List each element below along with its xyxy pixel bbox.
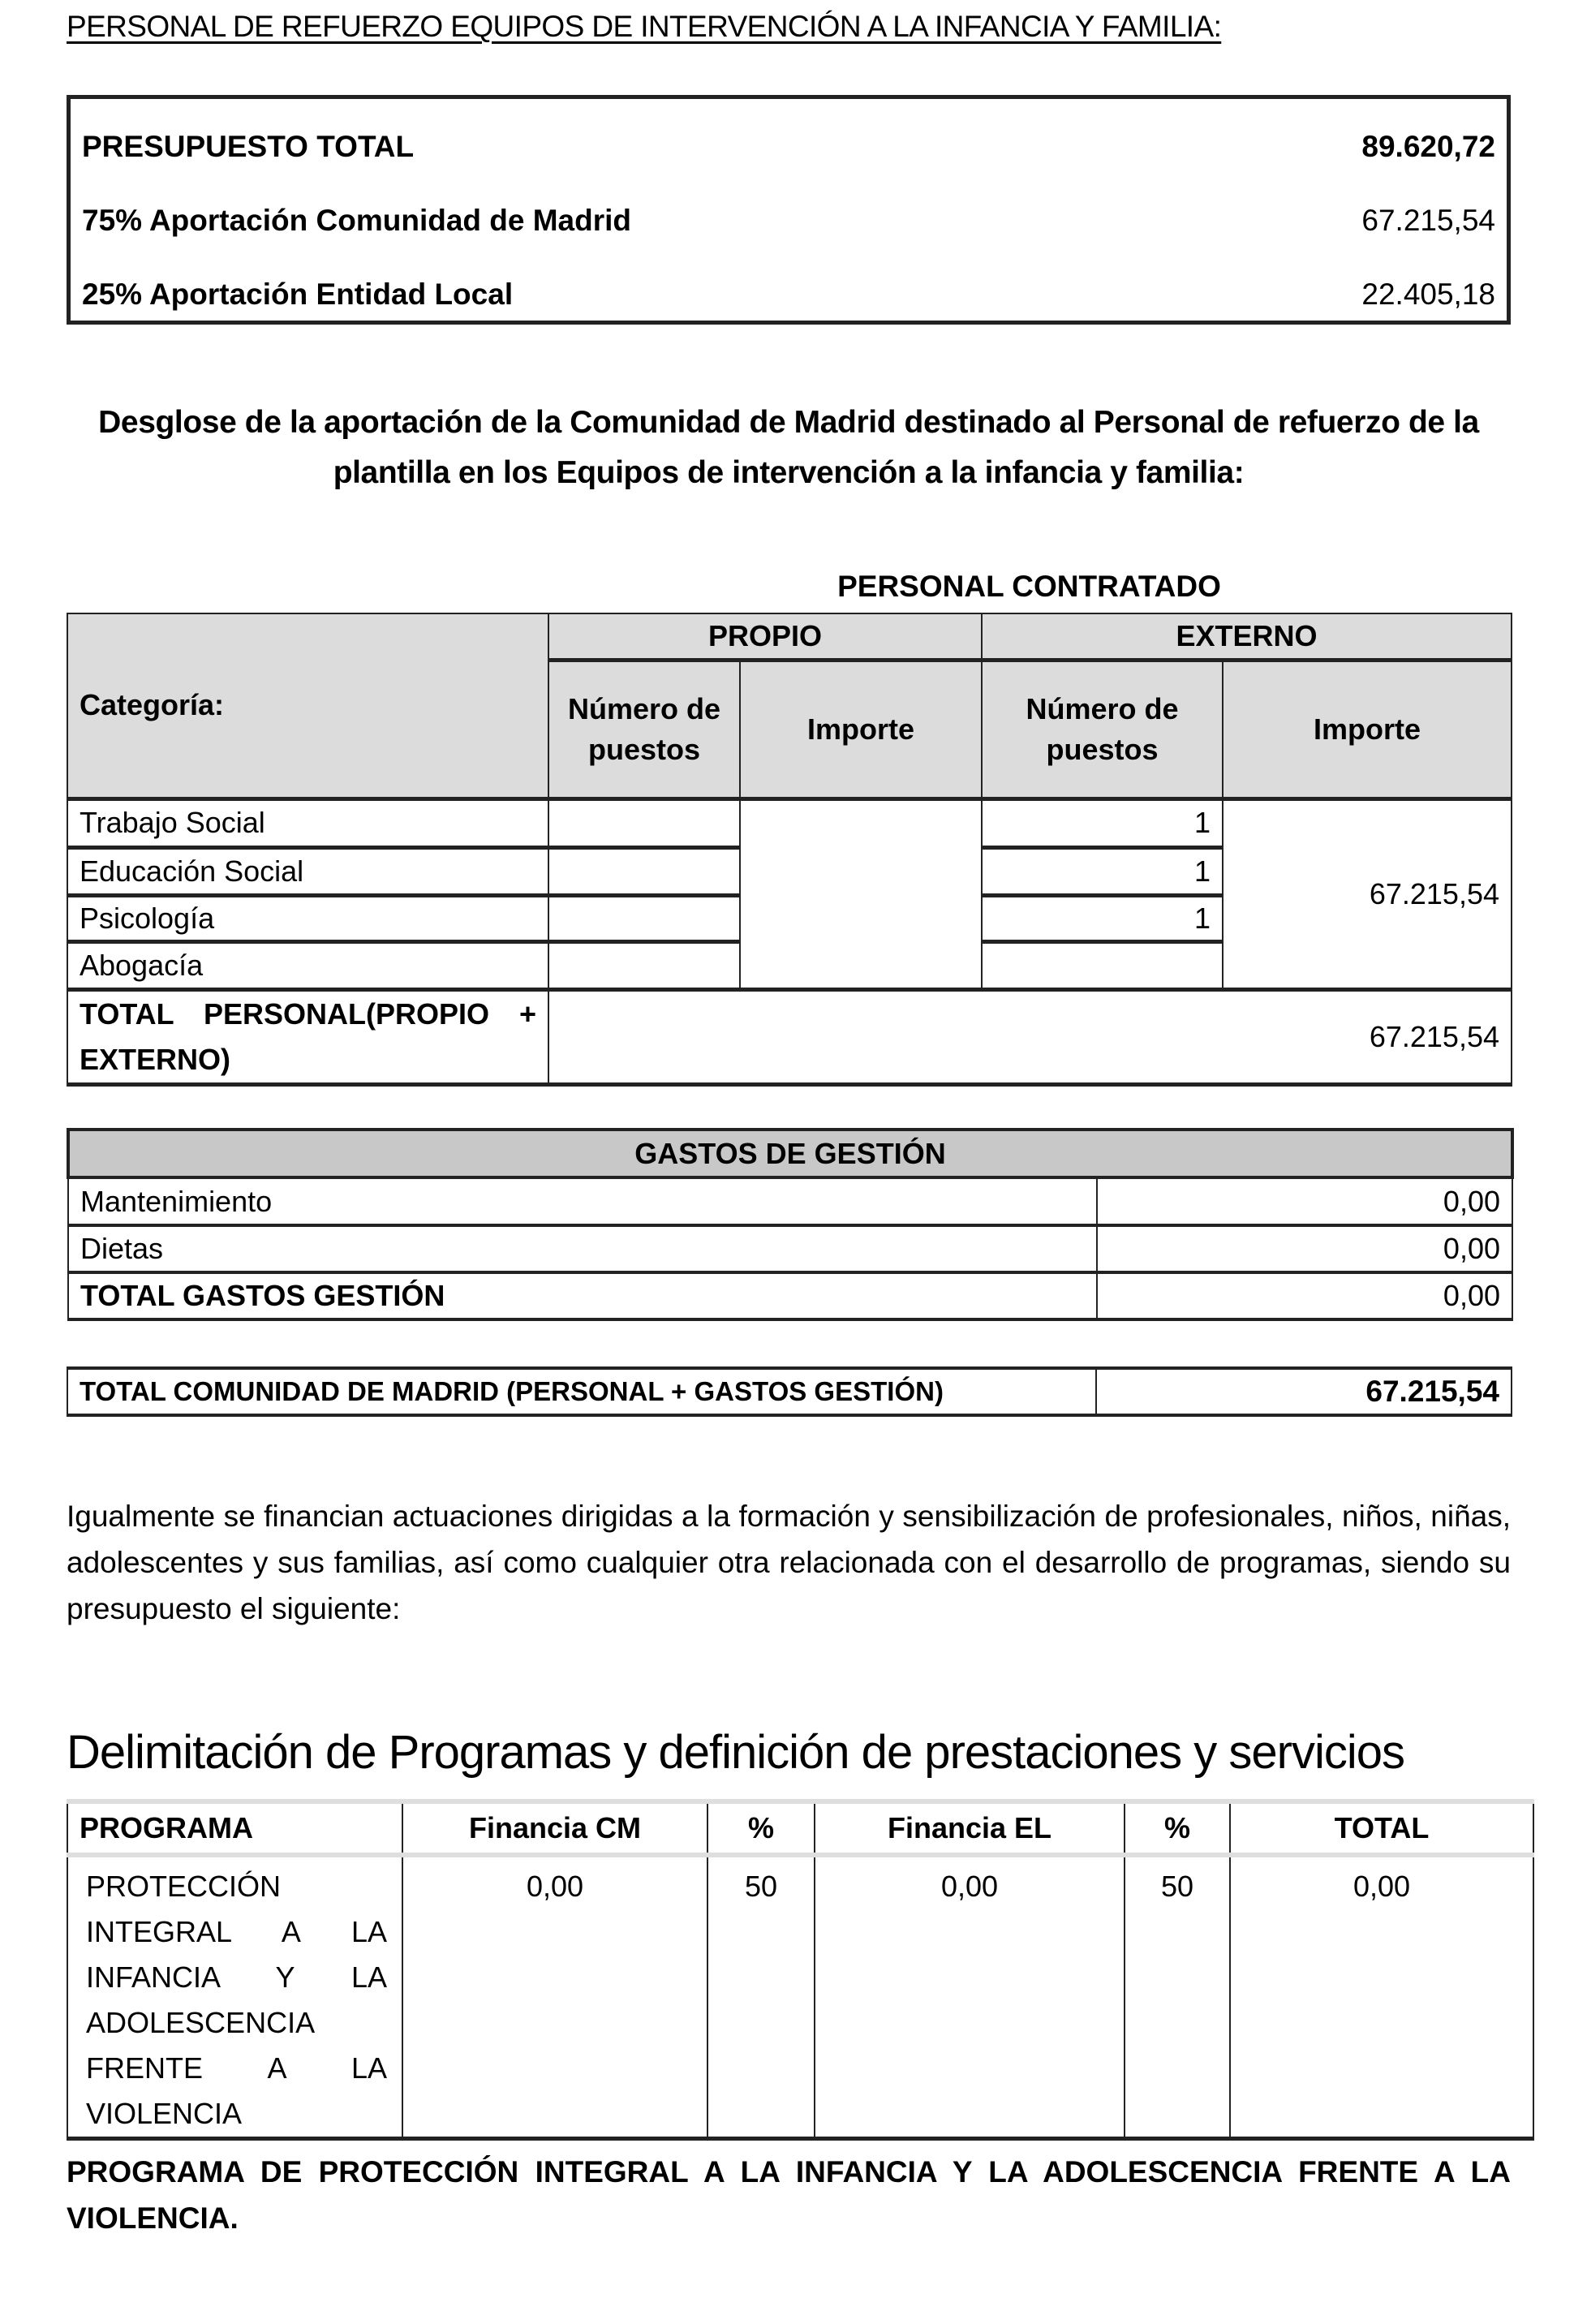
total-personal-row [67, 989, 1512, 1084]
propio-num-cell [548, 847, 740, 895]
header-programa: PROGRAMA [67, 1801, 402, 1855]
header-externo-importe: Importe [1223, 660, 1512, 798]
externo-num-cell [982, 941, 1223, 989]
funding-paragraph: Igualmente se financian actuaciones dirigidas a la formación y sensibilización de profesionales, niños, niñas, adolescentes y sus familias, así como cualquier otra relacionada con el desarrollo de programas, siendo su presupuesto el siguiente: [67, 1500, 1511, 1625]
budget-label: 25% Aportación Entidad Local [82, 278, 514, 311]
gastos-gestion-table [67, 1128, 1514, 1321]
gastos-value: 0,00 [1097, 1177, 1512, 1225]
gastos-label: Dietas [68, 1225, 1097, 1272]
total-gastos-row [68, 1272, 1512, 1319]
programs-table [67, 1799, 1534, 2141]
programa-cell: PROTECCIÓN INTEGRAL A LA INFANCIA Y LA ADOLESCENCIA FRENTE A LA VIOLENCIA [67, 1855, 402, 2139]
header-financia-el: Financia EL [815, 1801, 1125, 1855]
externo-num-cell: 1 [982, 847, 1223, 895]
categoria-cell: Trabajo Social [67, 798, 548, 847]
header-categoria: Categoría: [67, 613, 548, 798]
header-total: TOTAL [1230, 1801, 1533, 1855]
table-row [68, 1225, 1512, 1272]
budget-value: 89.620,72 [1361, 130, 1495, 163]
total-cm-label: TOTAL COMUNIDAD DE MADRID (PERSONAL + GASTOS GESTIÓN) [67, 1368, 1096, 1415]
externo-num-cell: 1 [982, 895, 1223, 941]
budget-label: 75% Aportación Comunidad de Madrid [82, 204, 632, 237]
budget-row-cm [82, 204, 1495, 238]
header-externo: EXTERNO [982, 613, 1512, 660]
programs-heading: Delimitación de Programas y definición de prestaciones y servicios [67, 1726, 1404, 1779]
categoria-cell: Educación Social [67, 847, 548, 895]
gastos-value: 0,00 [1097, 1225, 1512, 1272]
budget-row-el [82, 278, 1495, 312]
gastos-total-value: 0,00 [1097, 1272, 1512, 1319]
budget-value: 22.405,18 [1361, 278, 1495, 311]
page-title: PERSONAL DE REFUERZO EQUIPOS DE INTERVENCIÓN A LA INFANCIA Y FAMILIA: [67, 10, 1222, 43]
externo-importe-cell: 67.215,54 [1223, 798, 1512, 989]
header-pct-cm: % [707, 1801, 815, 1855]
budget-label: PRESUPUESTO TOTAL [82, 130, 415, 163]
propio-num-cell [548, 798, 740, 847]
total-personal-value: 67.215,54 [548, 989, 1512, 1084]
budget-summary-box [67, 95, 1511, 325]
financia-cm-cell: 0,00 [402, 1855, 707, 2139]
header-propio: PROPIO [548, 613, 982, 660]
budget-row-total [82, 130, 1495, 164]
table-row [68, 1177, 1512, 1225]
propio-num-cell [548, 941, 740, 989]
table-row [67, 1855, 1533, 2139]
total-cm-table [67, 1366, 1512, 1417]
header-pct-el: % [1125, 1801, 1230, 1855]
total-cell: 0,00 [1230, 1855, 1533, 2139]
budget-value: 67.215,54 [1361, 204, 1495, 237]
financia-el-cell: 0,00 [815, 1855, 1125, 2139]
gastos-header: GASTOS DE GESTIÓN [68, 1130, 1512, 1177]
gastos-total-label: TOTAL GASTOS GESTIÓN [68, 1272, 1097, 1319]
propio-importe-cell [740, 798, 982, 989]
categoria-cell: Abogacía [67, 941, 548, 989]
externo-num-cell: 1 [982, 798, 1223, 847]
header-propio-num: Número de puestos [548, 660, 740, 798]
propio-num-cell [548, 895, 740, 941]
total-personal-label: TOTAL PERSONAL(PROPIO + EXTERNO) [67, 989, 548, 1084]
program-title-text: PROGRAMA DE PROTECCIÓN INTEGRAL A LA INFANCIA Y LA ADOLESCENCIA FRENTE A LA VIOLENCIA. [67, 2155, 1511, 2235]
total-cm-value: 67.215,54 [1096, 1368, 1512, 1415]
header-propio-importe: Importe [740, 660, 982, 798]
pct-el-cell: 50 [1125, 1855, 1230, 2139]
header-financia-cm: Financia CM [402, 1801, 707, 1855]
gastos-label: Mantenimiento [68, 1177, 1097, 1225]
pct-cm-cell: 50 [707, 1855, 815, 2139]
personnel-table [67, 613, 1512, 1087]
breakdown-subtitle: Desglose de la aportación de la Comunidad de Madrid destinado al Personal de refuerzo de la plantilla en los Equipos de intervención a la infancia y familia: [98, 405, 1479, 490]
categoria-cell: Psicología [67, 895, 548, 941]
personal-contratado-label: PERSONAL CONTRATADO [837, 570, 1221, 603]
header-externo-num: Número de puestos [982, 660, 1223, 798]
table-row [67, 798, 1512, 847]
